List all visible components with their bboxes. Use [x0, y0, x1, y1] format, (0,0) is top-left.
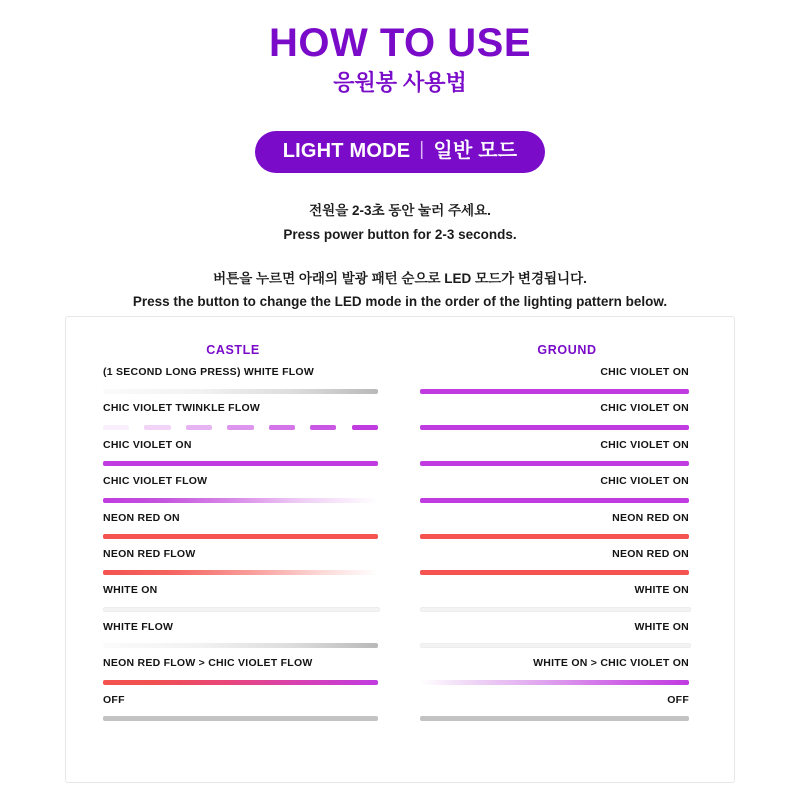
table-cell-ground — [400, 440, 734, 476]
instruction-line2-en: Press the button to change the LED mode in the order of the lighting pattern below. — [132, 294, 668, 310]
instruction-line1-en: Press power button for 2-3 seconds. — [283, 227, 517, 243]
table-cell-ground — [400, 658, 734, 694]
pattern-label-castle: CHIC VIOLET ON — [103, 438, 192, 451]
pattern-bar-ground — [420, 716, 689, 721]
pattern-label-castle: NEON RED FLOW — [103, 547, 196, 560]
table-column-headers — [66, 317, 734, 357]
table-cell-castle — [66, 585, 400, 621]
table-cell-ground — [400, 695, 734, 731]
pattern-label-castle: OFF — [103, 693, 125, 706]
table-cell-castle — [66, 622, 400, 658]
pattern-label-castle: WHITE ON — [103, 584, 158, 597]
table-cell-ground — [400, 585, 734, 621]
pattern-bar-castle — [103, 716, 378, 721]
table-cell-ground — [400, 549, 734, 585]
table-cell-castle — [66, 403, 400, 439]
pattern-bar-castle — [103, 498, 378, 503]
pattern-label-ground: CHIC VIOLET ON — [600, 475, 689, 488]
twinkle-dash — [352, 425, 378, 430]
light-mode-table-card — [65, 316, 735, 783]
light-mode-badge-wrapper — [0, 131, 800, 173]
table-row — [66, 622, 734, 658]
table-row — [66, 476, 734, 512]
pattern-bar-castle — [103, 534, 378, 539]
table-cell-castle — [66, 695, 400, 731]
pattern-bar-ground — [420, 425, 689, 430]
pattern-label-castle: NEON RED ON — [103, 511, 180, 524]
pattern-label-ground: WHITE ON — [634, 584, 689, 597]
table-row — [66, 585, 734, 621]
table-cell-castle — [66, 658, 400, 694]
light-mode-badge — [255, 131, 546, 173]
pattern-bar-castle — [103, 461, 378, 466]
pattern-label-ground: CHIC VIOLET ON — [600, 438, 689, 451]
pattern-bar-castle — [103, 680, 378, 685]
pattern-bar-castle — [103, 570, 378, 575]
twinkle-dash — [186, 425, 212, 430]
table-row — [66, 367, 734, 403]
pattern-label-ground: WHITE ON > CHIC VIOLET ON — [533, 657, 689, 670]
instructions-spacer — [0, 247, 800, 267]
column-header-ground: GROUND — [537, 343, 597, 357]
table-row — [66, 549, 734, 585]
pattern-label-ground: NEON RED ON — [612, 547, 689, 560]
table-cell-castle — [66, 513, 400, 549]
pattern-bar-castle — [103, 643, 378, 648]
pattern-bar-ground — [420, 643, 691, 648]
column-header-castle: CASTLE — [206, 343, 260, 357]
instructions-block — [0, 199, 800, 314]
pattern-label-ground: NEON RED ON — [612, 511, 689, 524]
table-cell-castle — [66, 440, 400, 476]
table-cell-ground — [400, 403, 734, 439]
table-cell-ground — [400, 367, 734, 403]
pattern-label-ground: OFF — [667, 693, 689, 706]
pattern-bar-ground — [420, 570, 689, 575]
table-row — [66, 695, 734, 731]
page-header — [0, 0, 800, 96]
table-rows — [66, 357, 734, 731]
table-cell-ground — [400, 622, 734, 658]
twinkle-dash — [227, 425, 253, 430]
twinkle-dash — [269, 425, 295, 430]
table-row — [66, 658, 734, 694]
pattern-bar-ground — [420, 498, 689, 503]
pattern-label-castle: CHIC VIOLET TWINKLE FLOW — [103, 402, 261, 415]
pattern-label-castle: (1 SECOND LONG PRESS) WHITE FLOW — [103, 366, 315, 378]
pattern-bar-ground — [420, 607, 691, 612]
table-cell-castle — [66, 367, 400, 403]
table-cell-ground — [400, 476, 734, 512]
pattern-bar-ground — [420, 534, 689, 539]
pattern-label-castle: WHITE FLOW — [103, 620, 174, 633]
table-row — [66, 513, 734, 549]
pattern-bar-castle — [103, 607, 380, 612]
twinkle-dash — [144, 425, 170, 430]
pattern-bar-ground — [420, 389, 689, 394]
twinkle-dash — [310, 425, 336, 430]
badge-label-ko: 일반 모드 — [433, 140, 518, 163]
pattern-bar-ground — [420, 461, 689, 466]
instruction-line1-ko: 전원을 2-3초 동안 눌러 주세요. — [309, 203, 491, 219]
pattern-bar-ground — [420, 680, 689, 685]
pattern-bar-castle — [103, 389, 378, 394]
table-cell-ground — [400, 513, 734, 549]
pattern-label-castle: CHIC VIOLET FLOW — [103, 475, 208, 488]
table-row — [66, 403, 734, 439]
pattern-label-ground: WHITE ON — [634, 620, 689, 633]
page-title: HOW TO USE — [268, 21, 532, 65]
pattern-label-ground: CHIC VIOLET ON — [600, 402, 689, 415]
pattern-bar-castle — [103, 425, 378, 430]
pattern-label-castle: NEON RED FLOW > CHIC VIOLET FLOW — [103, 657, 313, 670]
table-cell-castle — [66, 476, 400, 512]
table-cell-castle — [66, 549, 400, 585]
badge-divider: | — [419, 138, 425, 160]
badge-label-en: LIGHT MODE — [282, 140, 411, 163]
twinkle-dash — [103, 425, 129, 430]
pattern-label-ground: CHIC VIOLET ON — [600, 366, 689, 378]
table-row — [66, 440, 734, 476]
instruction-line2-ko: 버튼을 누르면 아래의 발광 패턴 순으로 LED 모드가 변경됩니다. — [213, 270, 587, 286]
page-subtitle: 응원봉 사용법 — [333, 70, 467, 95]
